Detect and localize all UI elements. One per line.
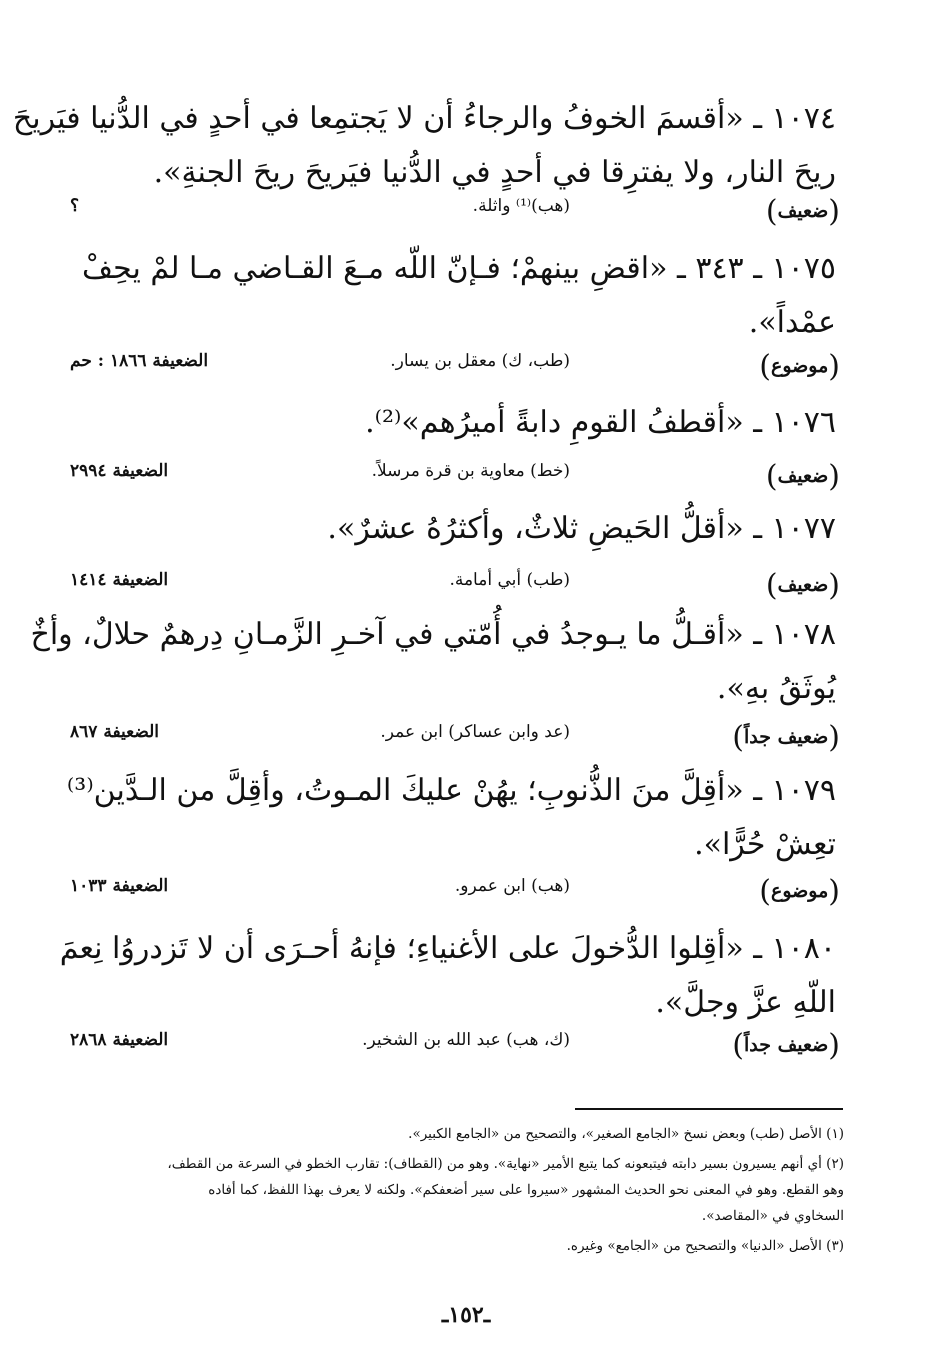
footnote: وهو القطع. وهو في المعنى نحو الحديث المشهور «سيروا على سير أضعفكم». ولكنه لا يعرف بهذا اللفظ، كما أفاده	[208, 1182, 844, 1198]
hadith-text-line: ١٠٧٧ ـ «أقلُّ الحَيضِ ثلاثٌ، وأكثرُهُ عشرٌ».	[327, 511, 836, 546]
source-text: (ك، هب) عبد الله بن الشخير.	[362, 1030, 570, 1050]
reference-text: الضعيفة ١٨٦٦ : حم	[70, 351, 209, 371]
hadith-entry	[56, 764, 836, 872]
grade-row	[70, 716, 840, 756]
hadith-text-line: تعِشْ حُرًّا».	[694, 827, 836, 862]
grade-label: (ضعيف جداً)	[732, 1028, 840, 1063]
source-text: (خط) معاوية بن قرة مرسلاً.	[371, 461, 570, 481]
hadith-text-line: عمْداً».	[748, 305, 836, 340]
footnote-separator	[575, 1108, 843, 1110]
grade-row	[70, 564, 840, 604]
hadith-entry	[56, 922, 836, 1030]
reference-text: ؟	[70, 196, 80, 216]
hadith-text-line: ١٠٧٥ ـ ٣٤٣ ـ «اقضِ بينهمْ؛ فـإنّ اللّه مـعَ القـاضي مـا لمْ يحِفْ	[82, 251, 836, 286]
grade-row	[70, 870, 840, 910]
hadith-text-line: ١٠٨٠ ـ «أقِلوا الدُّخولَ على الأغنياءِ؛ فإنهُ أحـرَى أن لا تَزدروُا نِعمَ	[59, 931, 836, 966]
hadith-text-line: يُوثَقُ بهِ».	[716, 671, 836, 706]
source-text: (هب)⁽¹⁾ واثلة.	[472, 196, 570, 216]
grade-row	[70, 455, 840, 495]
hadith-entry	[56, 396, 836, 450]
footnote: (٢) أي أنهم يسيرون بسير دابته فيتبعونه كما يتبع الأمير «نهاية». وهو من (القطاف): تقارب الخطو في السرعة من القطف،	[167, 1156, 844, 1172]
footnote: (٣) الأصل «الدنيا» والتصحيح من «الجامع» وغيره.	[566, 1238, 844, 1254]
source-text: (طب) أبي أمامة.	[449, 570, 570, 590]
source-text: (هب) ابن عمرو.	[454, 876, 570, 896]
reference-text: الضعيفة ١٠٣٣	[70, 876, 169, 896]
hadith-entry	[56, 502, 836, 556]
grade-label: (ضعيف)	[765, 194, 840, 229]
hadith-text-line: ١٠٧٤ ـ «أقسمَ الخوفُ والرجاءُ أن لا يَجتمِعا في أحدٍ في الدُّنيا فيَريحَ	[12, 101, 836, 136]
hadith-entry	[30, 608, 836, 716]
grade-row	[70, 1024, 840, 1064]
hadith-text-line: ١٠٧٨ ـ «أقـلُّ ما يـوجدُ في أُمّتي في آخـرِ الزَّمـانِ دِرهمٌ حلالٌ، وأخٌ	[30, 617, 836, 652]
hadith-text-line: ريحَ النار، ولا يفترِقا في أحدٍ في الدُّنيا فيَريحَ ريحَ الجنةِ».	[153, 155, 836, 190]
source-text: (عد وابن عساكر) ابن عمر.	[380, 722, 570, 742]
source-text: (طب، ك) معقل بن يسار.	[390, 351, 570, 371]
grade-label: (ضعيف جداً)	[732, 720, 840, 755]
reference-text: الضعيفة ٨٦٧	[70, 722, 160, 742]
grade-row	[70, 190, 840, 230]
hadith-entry	[12, 92, 836, 200]
grade-label: (موضوع)	[759, 874, 840, 909]
hadith-text-line: ١٠٧٩ ـ «أقِلَّ منَ الذُّنوبِ؛ يهُنْ عليكَ المـوتُ، وأقِلَّ من الـدَّين⁽³⁾	[66, 773, 836, 808]
page-number: ـ١٥٢ـ	[441, 1302, 491, 1328]
footnote: السخاوي في «المقاصد».	[701, 1208, 844, 1224]
reference-text: الضعيفة ٢٨٦٨	[70, 1030, 169, 1050]
grade-label: (ضعيف)	[765, 568, 840, 603]
hadith-entry	[56, 242, 836, 350]
hadith-text-line: اللّهِ عزَّ وجلَّ».	[655, 985, 836, 1020]
grade-label: (ضعيف)	[765, 459, 840, 494]
reference-text: الضعيفة ١٤١٤	[70, 570, 169, 590]
grade-label: (موضوع)	[759, 349, 840, 384]
footnote: (١) الأصل (طب) وبعض نسخ «الجامع الصغير»، والتصحيح من «الجامع الكبير».	[408, 1126, 844, 1142]
grade-row	[70, 345, 840, 385]
hadith-text-line: ١٠٧٦ ـ «أقطفُ القومِ دابةً أميرُهم»⁽²⁾.	[365, 405, 836, 440]
reference-text: الضعيفة ٢٩٩٤	[70, 461, 169, 481]
